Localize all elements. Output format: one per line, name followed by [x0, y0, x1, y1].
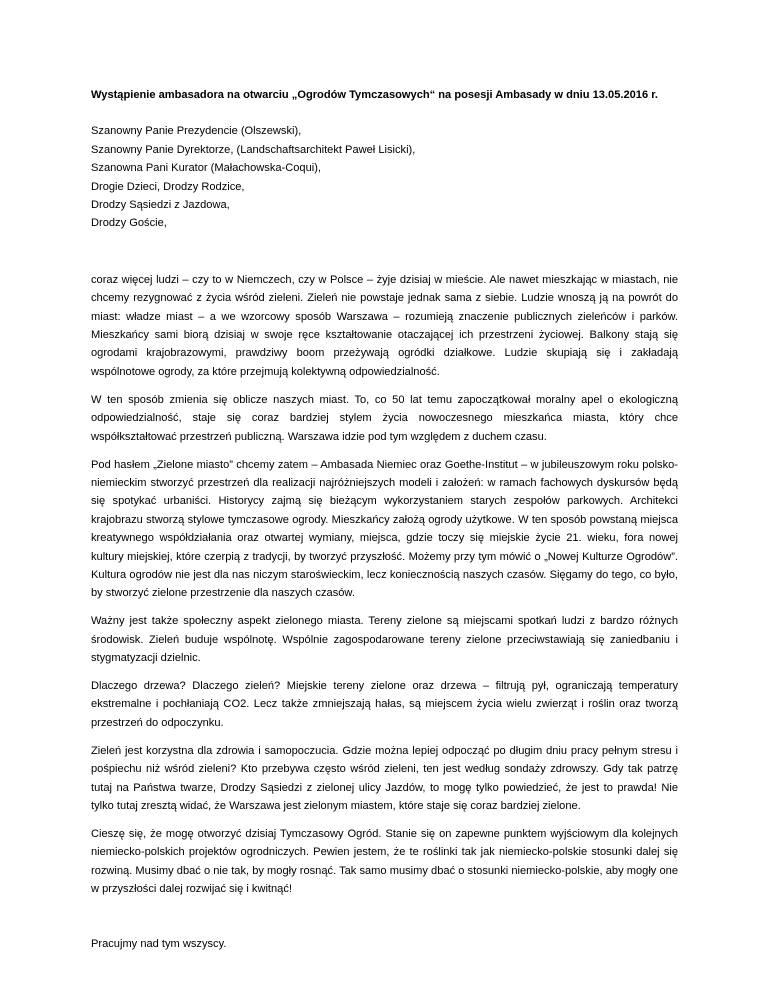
body-paragraph: coraz więcej ludzi – czy to w Niemczech, czy w Polsce – żyje dzisiaj w mieście. Ale nawet mieszkając w miastach, nie chcemy rezygnować z życia wśród zieleni. Zieleń nie powstaje jednak sama z siebie. Ludzie wnoszą ją na powrót do miast: władze miast – a we wzorcowy sposób Warszawa – rozumieją znaczenie publicznych zieleńców i parków. Mieszkańcy sami biorą dzisiaj w swoje ręce kształtowanie otaczającej ich przestrzeni życiowej. Balkony stają się ogrodami krajobrazowymi, prawdziwy boom przeżywają ogródki działkowe. Ludzie skupiają się i zakładają wspólnotowe ogrody, za które przejmują kolektywną odpowiedzialność.	[91, 273, 678, 378]
greeting-line: Drodzy Sąsiedzi z Jazdowa,	[91, 199, 230, 212]
document-page	[91, 86, 678, 954]
greeting-line: Szanowna Pani Kurator (Małachowska-Coqui),	[91, 162, 321, 175]
document-title: Wystąpienie ambasadora na otwarciu „Ogrodów Tymczasowych“ na posesji Ambasady w dniu 13.05.2016 r.	[91, 89, 658, 101]
greeting-line: Szanowny Panie Prezydencie (Olszewski),	[91, 125, 302, 138]
salutation-block	[91, 122, 678, 232]
body-paragraph: Ważny jest także społeczny aspekt zielonego miasta. Tereny zielone są miejscami spotkań ludzi z bardzo różnych środowisk. Zieleń buduje wspólnotę. Wspólnie zagospodarowane tereny zielone przeciwstawiają się zaniedbaniu i stygmatyzacji dzielnic.	[91, 615, 678, 665]
closing-line: Pracujmy nad tym wszyscy.	[91, 938, 227, 951]
body-paragraph: Pod hasłem „Zielone miasto” chcemy zatem – Ambasada Niemiec oraz Goethe-Institut – w jubileuszowym roku polsko-niemieckim stworzyć przestrzeń dla realizacji najróżniejszych modeli i założeń: w ramach fachowych dyskursów będą się spotykać urbaniści. Historycy zajmą się bieżącym wykorzystaniem starych zespołów parkowych. Architekci krajobrazu stworzą stylowe tymczasowe ogrody. Mieszkańcy założą ogrody użytkowe. W ten sposób powstaną miejsca kreatywnego współdziałania oraz otwartej wymiany, miejsca, gdzie toczy się miejskie życie 21. wieku, fora nowej kultury miejskiej, które czerpią z tradycji, by tworzyć przyszłość. Możemy przy tym mówić o „Nowej Kulturze Ogrodów”. Kultura ogrodów nie jest dla nas niczym staroświeckim, lecz koniecznością naszych czasów. Sięgamy do tego, co było, by stworzyć zielone przestrzenie dla naszych czasów.	[91, 458, 678, 600]
greeting-line: Szanowny Panie Dyrektorze, (Landschaftsarchitekt Paweł Lisicki),	[91, 143, 416, 156]
body-paragraph: Zieleń jest korzystna dla zdrowia i samopoczucia. Gdzie można lepiej odpocząć po długim dniu pracy pełnym stresu i pośpiechu niż wśród zieleni? Kto przebywa często wśród zieleni, ten jest według sondaży zdrowszy. Gdy tak patrzę tutaj na Państwa twarze, Drodzy Sąsiedzi z zielonej ulicy Jazdów, to mogę tylko powiedzieć, że jest to prawda! Nie tylko tutaj zresztą widać, że Warszawa jest zielonym miastem, które staje się coraz bardziej zielone.	[91, 744, 678, 812]
greeting-line: Drogie Dzieci, Drodzy Rodzice,	[91, 180, 245, 193]
body-paragraph: Dlaczego drzewa? Dlaczego zieleń? Miejskie tereny zielone oraz drzewa – filtrują pył, ograniczają temperatury ekstremalne i pochłaniają CO2. Lecz także zmniejszają hałas, są miejscem życia wielu zwierząt i roślin oraz tworzą przestrzeń do odpoczynku.	[91, 679, 678, 729]
body-paragraph: Cieszę się, że mogę otworzyć dzisiaj Tymczasowy Ogród. Stanie się on zapewne punktem wyjściowym dla kolejnych niemiecko-polskich projektów ogrodniczych. Pewien jestem, że te roślinki tak jak niemiecko-polskie stosunki dalej się rozwiną. Musimy dbać o nie tak, by mogły rosnąć. Tak samo musimy dbać o stosunki niemiecko-polskie, aby mogły one w przyszłości dalej rozwijać się i kwitnąć!	[91, 827, 678, 896]
greeting-line: Drodzy Goście,	[91, 217, 167, 230]
body-paragraph: W ten sposób zmienia się oblicze naszych miast. To, co 50 lat temu zapoczątkował moralny apel o ekologiczną odpowiedzialność, staje się coraz bardziej stylem życia nowoczesnego mieszkańca miasta, który chce współkształtować przestrzeń publiczną. Warszawa idzie pod tym względem z duchem czasu.	[91, 393, 678, 443]
